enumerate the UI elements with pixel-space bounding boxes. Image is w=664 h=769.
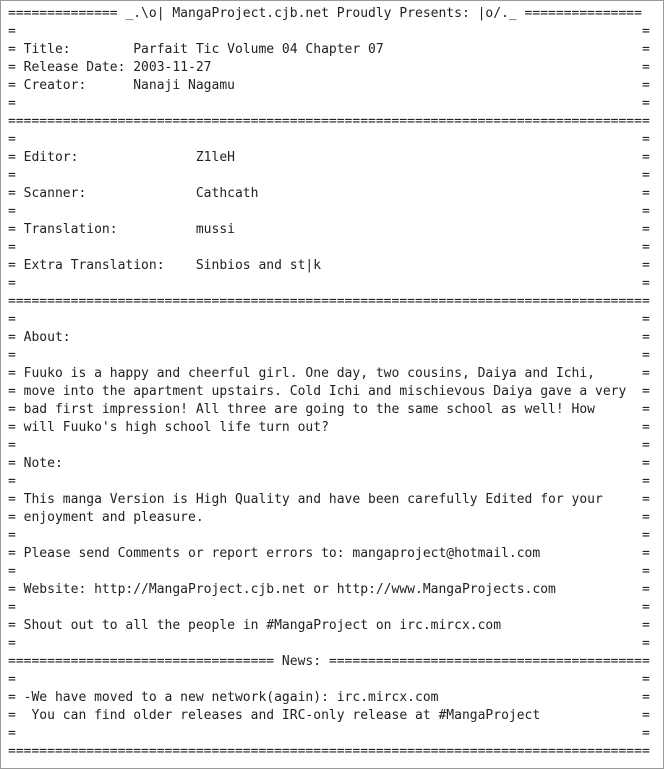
text-line: = = <box>8 96 650 111</box>
text-line: = About: = <box>8 330 650 345</box>
text-line: ============== _.\o| MangaProject.cjb.net Proudly Presents: |o/._ =============== <box>8 6 642 21</box>
text-line: = = <box>8 438 650 453</box>
text-line: = Fuuko is a happy and cheerful girl. One day, two cousins, Daiya and Ichi, = <box>8 366 650 381</box>
text-line: = = <box>8 636 650 651</box>
text-line: = Translation: mussi = <box>8 222 650 237</box>
text-line: = -We have moved to a new network(again): irc.mircx.com = <box>8 690 650 705</box>
text-line: = Scanner: Cathcath = <box>8 186 650 201</box>
text-line: = move into the apartment upstairs. Cold Ichi and mischievous Daiya gave a very = <box>8 384 650 399</box>
text-line: = enjoyment and pleasure. = <box>8 510 650 525</box>
text-line: = Website: http://MangaProject.cjb.net or http://www.MangaProjects.com = <box>8 582 650 597</box>
text-line: = = <box>8 726 650 741</box>
text-line: = = <box>8 564 650 579</box>
text-line: = Please send Comments or report errors to: mangaproject@hotmail.com = <box>8 546 650 561</box>
text-line: = You can find older releases and IRC-only release at #MangaProject = <box>8 708 650 723</box>
text-line: = = <box>8 24 650 39</box>
text-line: = = <box>8 348 650 363</box>
text-line: ================================================================================== <box>8 114 650 129</box>
text-content-area[interactable] <box>8 5 663 761</box>
text-line: = will Fuuko's high school life turn out? = <box>8 420 650 435</box>
text-line: = Release Date: 2003-11-27 = <box>8 60 650 75</box>
text-line: ================================================================================== <box>8 744 650 759</box>
text-line: = = <box>8 132 650 147</box>
text-line: = Title: Parfait Tic Volume 04 Chapter 07 = <box>8 42 650 57</box>
text-line: = Note: = <box>8 456 650 471</box>
text-line: = = <box>8 528 650 543</box>
text-line: = = <box>8 312 650 327</box>
text-line: ================================== News: ========================================= <box>8 654 650 669</box>
text-line: = bad first impression! All three are going to the same school as well! How = <box>8 402 650 417</box>
text-line: = = <box>8 276 650 291</box>
text-line: = Extra Translation: Sinbios and st|k = <box>8 258 650 273</box>
text-line: = = <box>8 672 650 687</box>
text-line: = Shout out to all the people in #MangaProject on irc.mircx.com = <box>8 618 650 633</box>
text-line: = = <box>8 240 650 255</box>
text-line: = = <box>8 168 650 183</box>
text-line: = This manga Version is High Quality and have been carefully Edited for your = <box>8 492 650 507</box>
text-line: = Editor: Z1leH = <box>8 150 650 165</box>
text-line: = = <box>8 474 650 489</box>
text-line: = = <box>8 204 650 219</box>
text-line: = Creator: Nanaji Nagamu = <box>8 78 650 93</box>
text-line: ================================================================================== <box>8 294 650 309</box>
text-line: = = <box>8 600 650 615</box>
